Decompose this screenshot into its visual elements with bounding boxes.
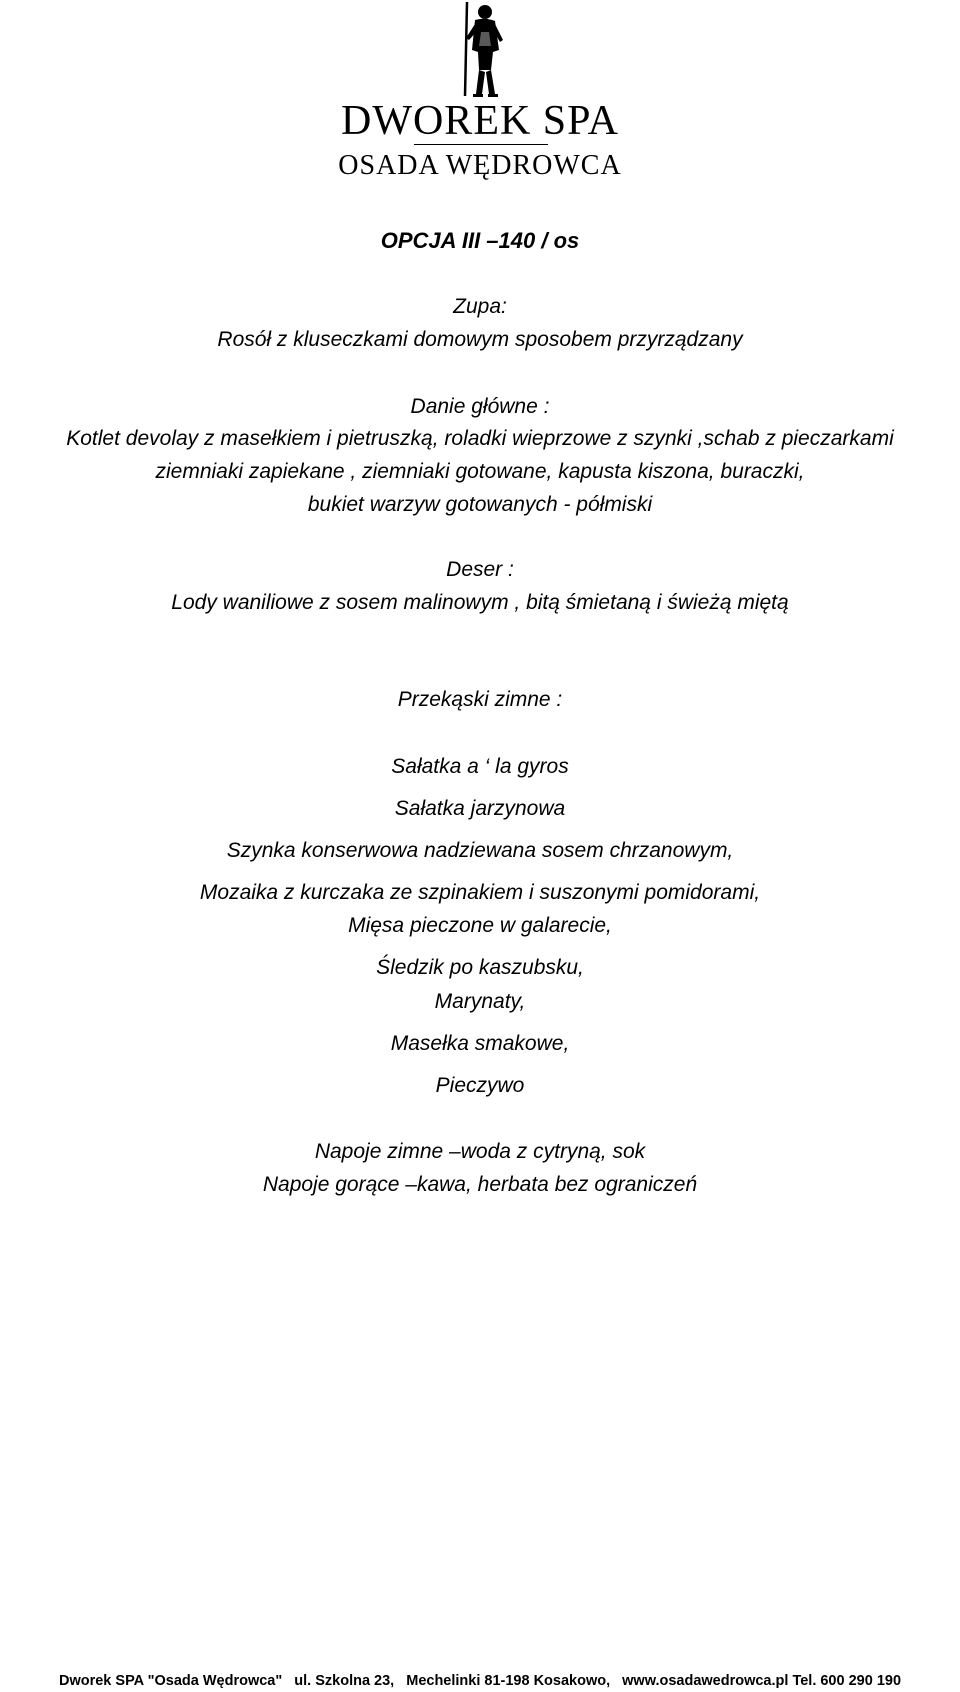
soup-heading: Zupa: <box>453 295 507 318</box>
cold-starter-item: Mięsa pieczone w galarecie, <box>348 914 612 937</box>
main-item: bukiet warzyw gotowanych - półmiski <box>307 493 653 516</box>
drink-item: Napoje gorące –kawa, herbata bez ograniczeń <box>262 1173 698 1196</box>
cold-starter-item: Mozaika z kurczaka ze szpinakiem i suszonymi pomidorami, <box>199 881 761 904</box>
cold-starter-item: Sałatka jarzynowa <box>394 797 566 820</box>
footer-address: ul. Szkolna 23, <box>294 1673 395 1689</box>
main-heading: Danie główne : <box>410 395 550 418</box>
cold-starter-item: Śledzik po kaszubsku, <box>376 956 584 979</box>
dessert-heading: Deser : <box>446 558 514 581</box>
logo-name: DWOREK SPA <box>341 98 619 144</box>
footer-contact: www.osadawedrowca.pl Tel. 600 290 190 <box>622 1673 902 1689</box>
logo-subtitle: OSADA WĘDROWCA <box>338 150 622 181</box>
cold-starter-item: Marynaty, <box>434 990 526 1013</box>
soup-item: Rosół z kluseczkami domowym sposobem przyrządzany <box>217 328 743 351</box>
cold-starter-item: Masełka smakowe, <box>390 1032 570 1055</box>
menu-title: OPCJA III –140 / os <box>380 228 580 253</box>
cold-starters-heading: Przekąski zimne : <box>397 688 563 711</box>
cold-starter-item: Sałatka a ‘ la gyros <box>391 755 569 778</box>
cold-starter-item: Szynka konserwowa nadziewana sosem chrzanowym, <box>226 839 734 862</box>
footer-city: Mechelinki 81-198 Kosakowo, <box>406 1673 611 1689</box>
main-item: ziemniaki zapiekane , ziemniaki gotowane, kapusta kiszona, buraczki, <box>155 460 805 483</box>
footer-company: Dworek SPA "Osada Wędrowca" <box>58 1673 283 1689</box>
logo-divider <box>414 144 548 145</box>
cold-starter-item: Pieczywo <box>435 1074 525 1097</box>
dessert-item: Lody waniliowe z sosem malinowym , bitą śmietaną i świeżą miętą <box>171 591 789 614</box>
drink-item: Napoje zimne –woda z cytryną, sok <box>314 1140 646 1163</box>
wanderer-figure-icon <box>445 0 515 98</box>
main-item: Kotlet devolay z masełkiem i pietruszką, roladki wieprzowe z szynki ,schab z pieczarkami <box>66 427 894 450</box>
logo <box>0 0 960 98</box>
footer <box>0 1674 960 1689</box>
